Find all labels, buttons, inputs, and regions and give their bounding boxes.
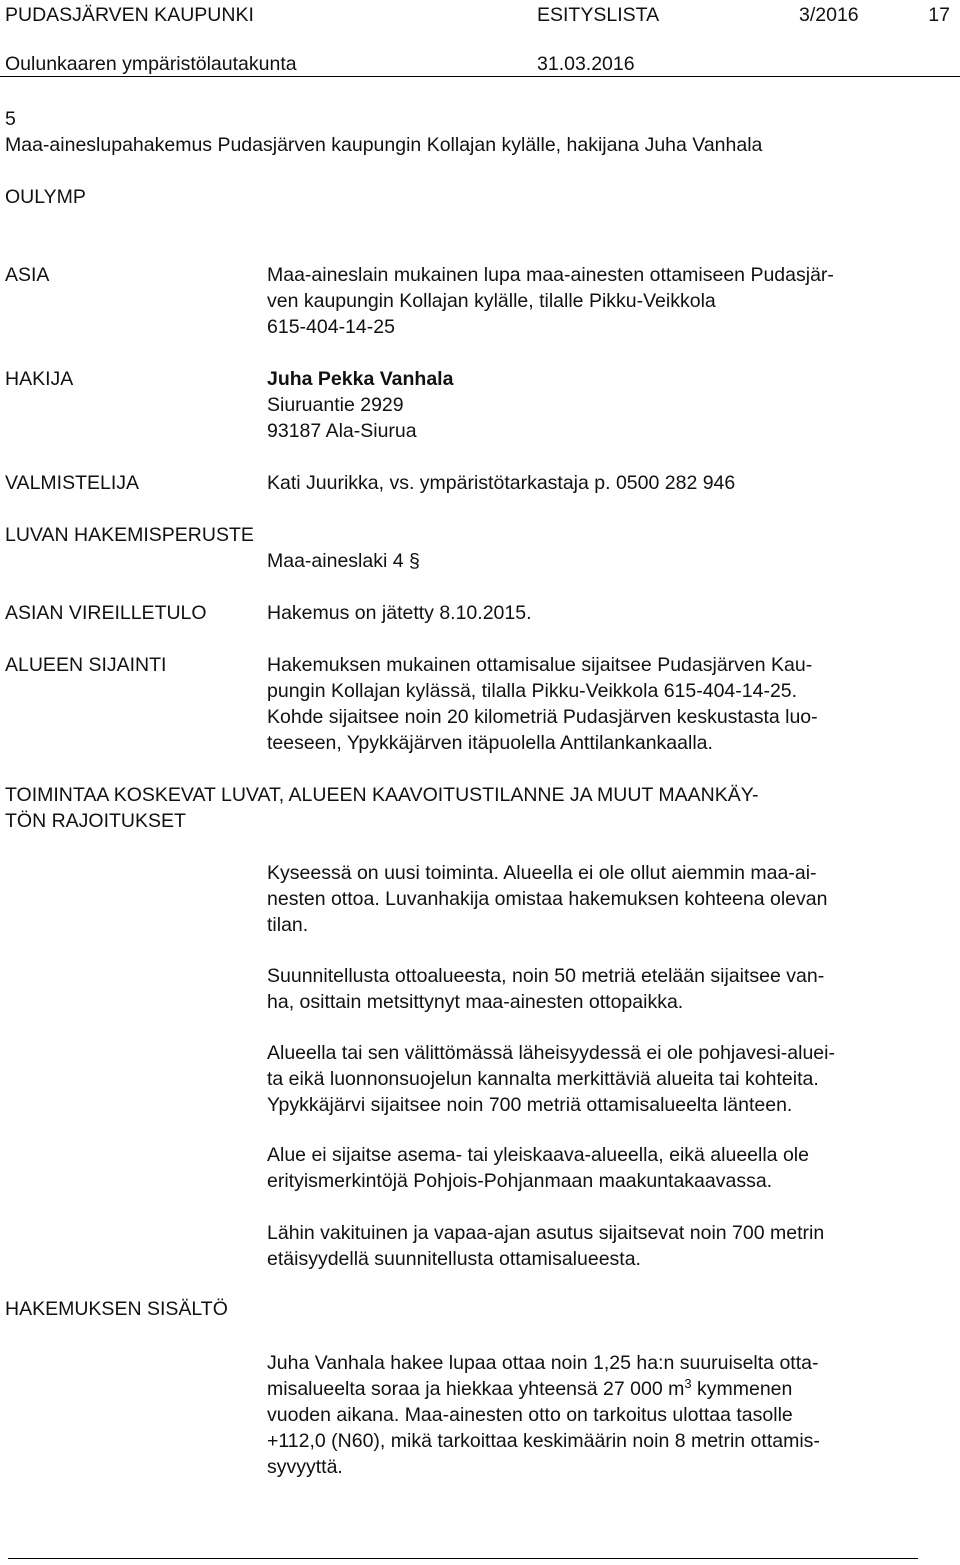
hakija-address: Siuruantie 2929 — [267, 394, 404, 416]
sijainti-line: Kohde sijaitsee noin 20 kilometriä Pudasjärven keskustasta luo- — [267, 706, 818, 728]
sisalto-line — [267, 1376, 927, 1402]
hakija-label: HAKIJA — [5, 368, 74, 390]
asia-label: ASIA — [5, 264, 50, 286]
hakija-name: Juha Pekka Vanhala — [267, 368, 454, 390]
luvat-line: Alueella tai sen välittömässä läheisyydessä ei ole pohjavesi-aluei- — [267, 1042, 835, 1064]
sisalto-label: HAKEMUKSEN SISÄLTÖ — [5, 1298, 228, 1320]
luvat-paragraph — [267, 1220, 927, 1272]
luvat-line: etäisyydellä suunnitellusta ottamisalueesta. — [267, 1248, 641, 1270]
valmistelija-text: Kati Juurikka, vs. ympäristötarkastaja p. 0500 282 946 — [267, 472, 736, 494]
peruste-label: LUVAN HAKEMISPERUSTE — [5, 524, 254, 546]
sijainti-label: ALUEEN SIJAINTI — [5, 654, 167, 676]
sisalto-line: syvyyttä. — [267, 1456, 343, 1478]
header-row-1 — [5, 2, 950, 28]
asia-text — [267, 262, 927, 340]
peruste-text: Maa-aineslaki 4 § — [267, 550, 420, 572]
header-doc-type: ESITYSLISTA — [537, 4, 660, 26]
header-city: PUDASJÄRVEN KAUPUNKI — [5, 4, 254, 26]
vireilletulo-label: ASIAN VIREILLETULO — [5, 602, 207, 624]
luvat-line: Alue ei sijaitse asema- tai yleiskaava-alueella, eikä alueella ole — [267, 1144, 809, 1166]
sijainti-text — [267, 652, 927, 756]
luvat-line: Lähin vakituinen ja vapaa-ajan asutus sijaitsevat noin 700 metrin — [267, 1222, 825, 1244]
sisalto-line: Juha Vanhala hakee lupaa ottaa noin 1,25 ha:n suuruiselta otta- — [267, 1352, 819, 1374]
footer-rule — [8, 1558, 918, 1559]
luvat-heading-line: TÖN RAJOITUKSET — [5, 810, 186, 832]
valmistelija-label: VALMISTELIJA — [5, 472, 140, 494]
luvat-paragraph — [267, 963, 927, 1015]
asia-line: ven kaupungin Kollajan kylälle, tilalle Pikku-Veikkola — [267, 290, 716, 312]
luvat-line: Ypykkäjärvi sijaitsee noin 700 metriä ottamisalueelta länteen. — [267, 1094, 793, 1116]
hakija-text — [267, 366, 927, 444]
luvat-line: erityismerkintöjä Pohjois-Pohjanmaan maakuntakaavassa. — [267, 1170, 773, 1192]
sisalto-line2-tail: kymmenen — [691, 1378, 793, 1400]
luvat-line: nesten ottoa. Luvanhakija omistaa hakemuksen kohteena olevan — [267, 888, 828, 910]
luvat-paragraph — [267, 860, 927, 938]
header-row-2 — [5, 51, 950, 77]
luvat-line: Kyseessä on uusi toiminta. Alueella ei ole ollut aiemmin maa-ai- — [267, 862, 817, 884]
luvat-line: tilan. — [267, 914, 309, 936]
header-page-number: 17 — [928, 4, 950, 26]
sisalto-text — [267, 1350, 927, 1480]
sijainti-line: teeseen, Ypykkäjärven itäpuolella Anttilankankaalla. — [267, 732, 713, 754]
sijainti-line: Hakemuksen mukainen ottamisalue sijaitsee Pudasjärven Kau- — [267, 654, 813, 676]
item-title: Maa-aineslupahakemus Pudasjärven kaupungin Kollajan kylälle, hakijana Juha Vanhala — [5, 134, 763, 156]
luvat-line: Suunnitellusta ottoalueesta, noin 50 metriä etelään sijaitsee van- — [267, 965, 825, 987]
asia-line: 615-404-14-25 — [267, 316, 395, 338]
luvat-heading — [5, 782, 758, 834]
luvat-paragraph — [267, 1142, 927, 1194]
header-board: Oulunkaaren ympäristölautakunta — [5, 53, 297, 75]
header-rule — [0, 76, 960, 77]
cubic-superscript: 3 — [684, 1376, 692, 1391]
hakija-postal: 93187 Ala-Siurua — [267, 420, 417, 442]
luvat-heading-line: TOIMINTAA KOSKEVAT LUVAT, ALUEEN KAAVOITUSTILANNE JA MUUT MAANKÄY- — [5, 784, 759, 806]
luvat-paragraph — [267, 1040, 927, 1118]
asia-line: Maa-aineslain mukainen lupa maa-ainesten ottamiseen Pudasjär- — [267, 264, 834, 286]
item-code: OULYMP — [5, 186, 86, 208]
sisalto-line: +112,0 (N60), mikä tarkoittaa keskimäärin noin 8 metrin ottamis- — [267, 1430, 820, 1452]
luvat-line: ha, osittain metsittynyt maa-ainesten ottopaikka. — [267, 991, 684, 1013]
vireilletulo-text: Hakemus on jätetty 8.10.2015. — [267, 602, 532, 624]
sijainti-line: pungin Kollajan kylässä, tilalla Pikku-Veikkola 615-404-14-25. — [267, 680, 798, 702]
sisalto-line: vuoden aikana. Maa-ainesten otto on tarkoitus ulottaa tasolle — [267, 1404, 793, 1426]
sisalto-line2-text: misalueelta soraa ja hiekkaa yhteensä 27 000 m — [267, 1378, 685, 1400]
luvat-line: ta eikä luonnonsuojelun kannalta merkittäviä alueita tai kohteita. — [267, 1068, 819, 1090]
header-date: 31.03.2016 — [537, 53, 635, 75]
item-number: 5 — [5, 108, 16, 130]
header-issue: 3/2016 — [799, 4, 859, 26]
